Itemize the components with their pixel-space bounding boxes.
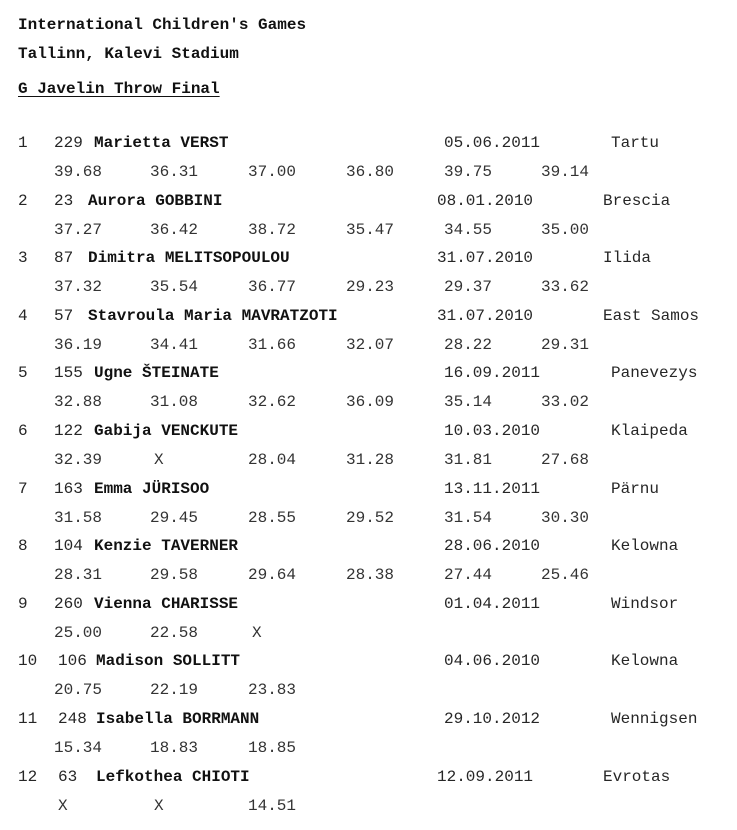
attempt-mark: 18.85 [248,739,297,757]
athlete-name: Ugne ŠTEINATE [94,364,219,383]
result-entry [0,767,737,824]
attempt-mark: 22.19 [150,681,199,700]
birth-date: 08.01.2010 [437,191,534,210]
attempt-mark: 36.31 [150,163,199,181]
birth-date: 05.06.2011 [444,134,541,152]
attempt-mark: 36.77 [248,278,297,297]
team-name: Ilida [603,249,652,268]
result-entry [0,306,737,363]
place-number: 9 [18,594,28,613]
bib-number: 155 [54,364,83,383]
result-entry [0,248,737,305]
result-entry [0,479,737,536]
team-name: Windsor [611,594,679,613]
place-number: 4 [18,306,28,325]
attempt-mark: 36.80 [346,163,395,181]
attempt-mark: X [252,623,262,642]
result-entry [0,536,737,593]
attempt-mark: 29.58 [150,566,199,585]
attempt-mark: 33.62 [541,278,590,297]
team-name: Wennigsen [611,710,698,728]
bib-number: 229 [54,134,83,152]
attempt-mark: 25.46 [541,566,590,585]
birth-date: 16.09.2011 [444,364,541,383]
place-number: 1 [18,134,28,152]
place-number: 7 [18,479,28,498]
bib-number: 87 [54,249,74,268]
meet-title: International Children's Games [18,16,307,34]
attempt-mark: 33.02 [541,393,590,412]
birth-date: 31.07.2010 [437,306,534,325]
attempt-mark: 29.31 [541,335,590,354]
team-name: Kelowna [611,537,679,556]
birth-date: 04.06.2010 [444,652,541,671]
attempt-mark: X [154,451,164,469]
attempt-mark: 32.62 [248,393,297,412]
attempt-mark: 31.54 [444,508,493,527]
attempt-mark: 35.00 [541,220,590,239]
place-number: 2 [18,191,28,210]
attempt-mark: 25.00 [54,623,103,642]
team-name: Klaipeda [611,422,688,440]
attempt-mark: 36.09 [346,393,395,412]
attempt-mark: 39.14 [541,163,590,181]
attempt-mark: 39.75 [444,163,493,181]
attempt-mark: 27.44 [444,566,493,585]
attempt-mark: X [154,796,164,815]
birth-date: 31.07.2010 [437,249,534,268]
athlete-name: Aurora GOBBINI [88,191,223,210]
place-number: 11 [18,710,38,728]
athlete-name: Isabella BORRMANN [96,710,260,728]
attempt-mark: 31.58 [54,508,103,527]
attempt-mark: 28.04 [248,451,297,469]
attempt-mark: 37.00 [248,163,297,181]
athlete-name: Dimitra MELITSOPOULOU [88,249,290,268]
athlete-name: Emma JÜRISOO [94,479,210,498]
place-number: 3 [18,249,28,268]
attempt-mark: 29.23 [346,278,395,297]
bib-number: 248 [58,710,87,728]
result-entry [0,651,737,708]
result-entry [0,594,737,651]
attempt-mark: 35.47 [346,220,395,239]
attempt-mark: 29.52 [346,508,395,527]
team-name: Panevezys [611,364,698,383]
athlete-name: Vienna CHARISSE [94,594,239,613]
result-entry [0,133,737,190]
attempt-mark: 36.19 [54,335,103,354]
birth-date: 13.11.2011 [444,479,541,498]
attempt-mark: 28.22 [444,335,493,354]
athlete-name: Madison SOLLITT [96,652,241,671]
result-entry [0,421,737,478]
team-name: Pärnu [611,479,660,498]
birth-date: 12.09.2011 [437,767,534,786]
attempt-mark: 29.64 [248,566,297,585]
attempt-mark: 34.41 [150,335,199,354]
attempt-mark: 30.30 [541,508,590,527]
attempt-mark: 31.81 [444,451,493,469]
bib-number: 104 [54,537,83,556]
place-number: 6 [18,422,28,440]
bib-number: 260 [54,594,83,613]
result-entry [0,191,737,248]
event-title: G Javelin Throw Final [18,80,220,98]
athlete-name: Gabija VENCKUTE [94,422,239,440]
result-entry [0,363,737,420]
attempt-mark: 31.66 [248,335,297,354]
attempt-mark: 18.83 [150,739,199,757]
attempt-mark: 28.38 [346,566,395,585]
bib-number: 57 [54,306,74,325]
attempt-mark: 27.68 [541,451,590,469]
team-name: Tartu [611,134,660,152]
team-name: Brescia [603,191,671,210]
athlete-name: Kenzie TAVERNER [94,537,239,556]
attempt-mark: 28.31 [54,566,103,585]
attempt-mark: X [58,796,68,815]
attempt-mark: 29.45 [150,508,199,527]
birth-date: 29.10.2012 [444,710,541,728]
athlete-name: Marietta VERST [94,134,229,152]
team-name: Kelowna [611,652,679,671]
attempt-mark: 31.08 [150,393,199,412]
attempt-mark: 35.54 [150,278,199,297]
athlete-name: Stavroula Maria MAVRATZOTI [88,306,338,325]
attempt-mark: 36.42 [150,220,199,239]
place-number: 8 [18,537,28,556]
attempt-mark: 32.39 [54,451,103,469]
attempt-mark: 39.68 [54,163,103,181]
attempt-mark: 23.83 [248,681,297,700]
place-number: 5 [18,364,28,383]
birth-date: 01.04.2011 [444,594,541,613]
result-entry [0,709,737,766]
bib-number: 23 [54,191,74,210]
attempt-mark: 37.27 [54,220,103,239]
attempt-mark: 15.34 [54,739,103,757]
attempt-mark: 32.07 [346,335,395,354]
bib-number: 122 [54,422,83,440]
place-number: 12 [18,767,38,786]
team-name: East Samos [603,306,700,325]
attempt-mark: 34.55 [444,220,493,239]
attempt-mark: 35.14 [444,393,493,412]
attempt-mark: 14.51 [248,796,297,815]
birth-date: 28.06.2010 [444,537,541,556]
bib-number: 63 [58,767,78,786]
athlete-name: Lefkothea CHIOTI [96,767,250,786]
attempt-mark: 38.72 [248,220,297,239]
bib-number: 106 [58,652,87,671]
venue-title: Tallinn, Kalevi Stadium [18,45,239,63]
bib-number: 163 [54,479,83,498]
attempt-mark: 32.88 [54,393,103,412]
attempt-mark: 31.28 [346,451,395,469]
team-name: Evrotas [603,767,671,786]
attempt-mark: 29.37 [444,278,493,297]
attempt-mark: 22.58 [150,623,199,642]
attempt-mark: 20.75 [54,681,103,700]
attempt-mark: 37.32 [54,278,103,297]
place-number: 10 [18,652,38,671]
birth-date: 10.03.2010 [444,422,541,440]
attempt-mark: 28.55 [248,508,297,527]
